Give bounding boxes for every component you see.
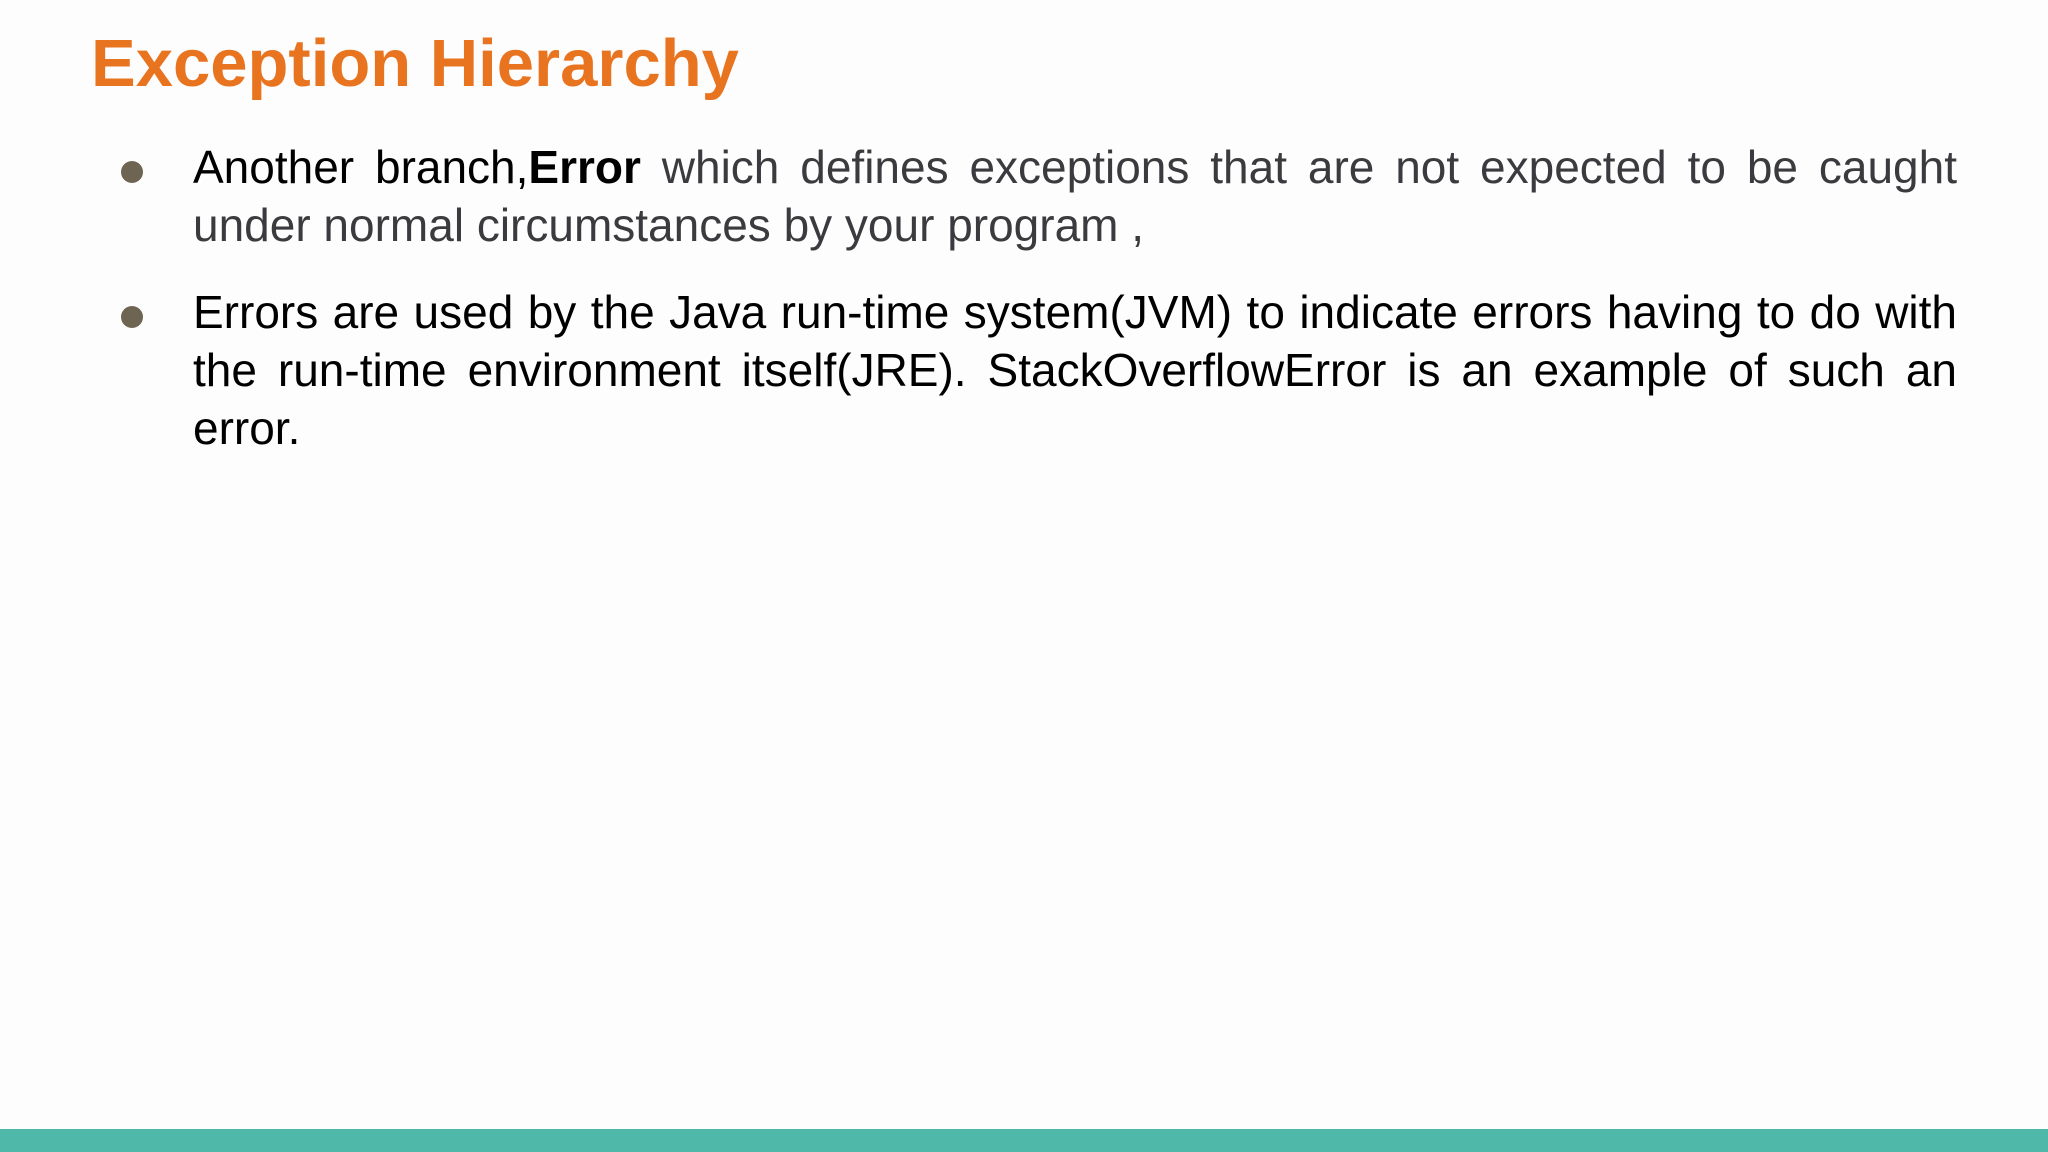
bullet-emphasis-text: Error [528, 141, 641, 193]
bullet-item [0, 138, 2048, 254]
bullet-text [193, 138, 1957, 254]
slide-title: Exception Hierarchy [91, 26, 739, 101]
bullet-lead-text: Another branch, [193, 141, 529, 193]
bullet-list [0, 138, 2048, 486]
footer-accent-bar [0, 1129, 2048, 1152]
bullet-dot-icon [121, 306, 143, 328]
bullet-text: Errors are used by the Java run-time system(JVM) to indicate errors having to do with the run-time environment itself(JRE). StackOverflowError is an example of such an error. [193, 286, 1957, 454]
bullet-rest-text: which defines exceptions that are not expected to be caught under normal circumstances by your program , [193, 141, 1957, 251]
bullet-dot-icon [121, 161, 143, 183]
bullet-item [0, 283, 2048, 457]
